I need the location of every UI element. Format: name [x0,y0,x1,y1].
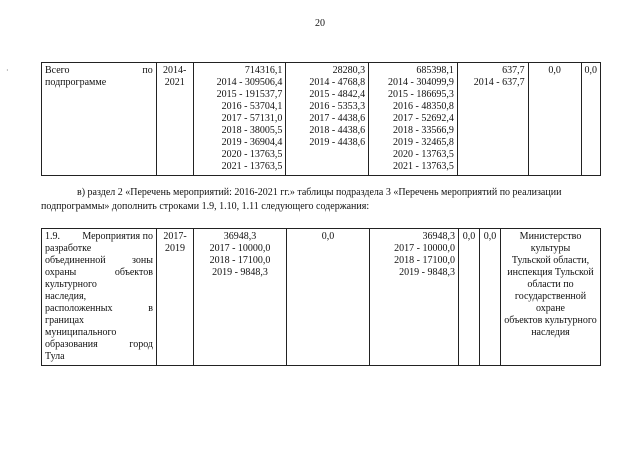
responsible-line: Министерство культуры [519,231,582,254]
period-cell [157,229,194,366]
program-total-table [41,62,601,176]
regional-cell [369,63,458,176]
amount-line: 2018 - 17100,0 [394,255,455,266]
amount-line: 2019 - 36904,4 [221,137,283,148]
period-start: 2014- [163,65,187,76]
amount-line: 685398,1 [416,65,454,76]
other-cell-a: 0,0 [459,229,480,366]
period-end: 2021 [164,77,185,88]
total-cell [194,229,287,366]
amount-line: 2019 - 9848,3 [399,267,455,278]
description-line: охраны объектов [45,267,153,278]
amount-line: 2016 - 5353,3 [309,101,366,112]
other-cell-b: 0,0 [480,229,501,366]
responsible-line: области по [527,279,574,290]
amount-line: 714316,1 [244,65,283,76]
amount-line: 2014 - 304099,9 [388,77,454,88]
responsible-line: государственной охране [514,291,587,314]
row-label-word: подпрограмме [45,77,107,88]
amount-line: 2015 - 191537,7 [216,89,283,100]
amount-line: 2015 - 186695,3 [388,89,454,100]
description-line: границах [45,315,85,326]
period-cell [156,63,193,176]
period-end: 2019 [165,243,185,254]
amendment-paragraph [41,186,601,214]
amount-line: 36948,3 [422,231,455,242]
description-line: разработке [45,243,92,254]
amount-line: 2019 - 32465,8 [393,137,454,148]
amount-line: 2020 - 13763,5 [393,149,454,160]
amount-line: 36948,3 [223,231,257,242]
amount-line: 2018 - 38005,5 [221,125,283,136]
other-cell-b: 0,0 [581,63,601,176]
description-line: культурного [45,279,97,290]
table-row [42,229,601,366]
regional-cell [370,229,459,366]
description-line: образования город [45,339,153,350]
amount-line: 2019 - 4438,6 [309,137,366,148]
amount-line: 2017 - 4438,6 [309,113,366,124]
responsible-line: инспекция Тульской [507,267,594,278]
description-line: муниципального [45,327,117,338]
description-line: 1.9. Мероприятия по [45,231,153,242]
amount-line: 2014 - 637,7 [473,77,525,88]
page-number: 20 [315,18,325,29]
responsible-line: объектов культурного [504,315,597,326]
amount-line: 2017 - 10000,0 [209,243,271,254]
municipal-cell [457,63,528,176]
other-cell-a: 0,0 [528,63,581,176]
row-label-cell [42,63,157,176]
amount-line: 2017 - 10000,0 [394,243,455,254]
row-label-word: по [142,65,153,76]
federal-cell: 0,0 [287,229,370,366]
amount-line: 2014 - 309506,4 [216,77,283,88]
table-row [42,63,601,176]
description-line: расположенных в [45,303,153,314]
responsible-cell [501,229,601,366]
description-line: Тула [45,351,65,362]
amount-line: 2018 - 17100,0 [209,255,271,266]
measure-table [41,228,601,366]
paragraph-text: подпрограммы» дополнить строками 1.9, 1.10, 1.11 следующего содержания: [41,201,370,212]
amount-line: 2020 - 13763,5 [221,149,283,160]
amount-line: 637,7 [502,65,525,76]
responsible-line: наследия [531,327,570,338]
amount-line: 2017 - 52692,4 [393,113,454,124]
description-line: объединенной зоны [45,255,153,266]
amount-line: 28280,3 [332,65,366,76]
total-cell [193,63,286,176]
amount-line: 2016 - 48350,8 [393,101,454,112]
federal-cell [286,63,369,176]
row-label-word: Всего [45,65,70,76]
amount-line: 2019 - 9848,3 [212,267,268,278]
amount-line: 2016 - 53704,1 [221,101,283,112]
paragraph-line [41,200,601,214]
amount-line: 2014 - 4768,8 [309,77,366,88]
amount-line: 2021 - 13763,5 [393,161,454,172]
amount-line: 2018 - 4438,6 [309,125,366,136]
measure-description-cell [42,229,157,366]
period-start: 2017- [163,231,187,242]
paragraph-text: в) раздел 2 «Перечень мероприятий: 2016-2021 гг.» таблицы подраздела 3 «Перечень мероприятий по реализации [77,187,562,198]
amount-line: 2017 - 57131,0 [221,113,283,124]
description-line: наследия, [45,291,87,302]
paragraph-line [41,186,601,200]
amount-line: 2021 - 13763,5 [221,161,283,172]
amount-line: 2018 - 33566,9 [393,125,454,136]
amount-line: 2015 - 4842,4 [309,89,366,100]
margin-mark: · [6,66,9,75]
responsible-line: Тульской области, [511,255,590,266]
